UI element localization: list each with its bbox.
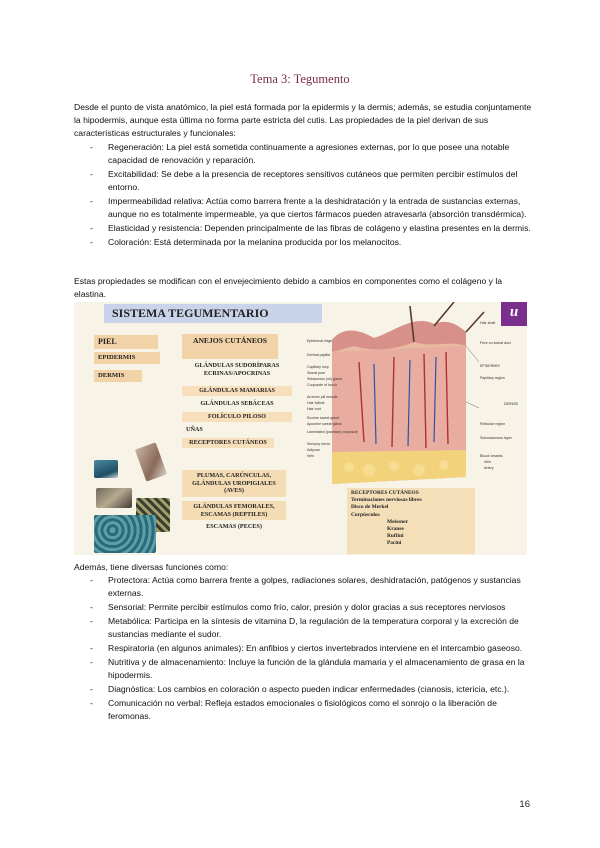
list-item: - Excitabilidad: Se debe a la presencia de receptores sensitivos cutáneos que permiten percibir estímulos del entorno. — [74, 168, 534, 194]
receptores-title: RECEPTORES CUTÁNEOS — [351, 490, 419, 496]
skin-label: Artery — [484, 466, 494, 470]
figure-title: SISTEMA TEGUMENTARIO — [104, 304, 322, 323]
skin-label: Vein — [307, 454, 314, 458]
functions-intro: Además, tiene diversas funciones como: — [74, 562, 229, 572]
anejos-header: ANEJOS CUTÁNEOS — [182, 334, 278, 359]
list-item: - Comunicación no verbal: Refleja estados emocionales o fisiológicos como el sonrojo o la liberación de feromonas. — [74, 697, 534, 723]
dermis-box: DERMIS — [94, 370, 142, 382]
anejo-item: GLÁNDULAS SUDORÍPARAS ECRINAS/APOCRINAS — [194, 362, 280, 377]
receptores-line: Terminaciones nerviosas libres — [351, 497, 422, 504]
list-item: - Impermeabilidad relativa: Actúa como barrera frente a la deshidratación y la entrada de sustancias externas, aunque no es totalmente impermeable, ya que ciertos fármacos pueden atravesarla (absorción transdérmica). — [74, 195, 534, 221]
skin-label: Dermal papilla — [307, 353, 330, 357]
anejo-item: GLÁNDULAS MAMARIAS — [182, 386, 292, 396]
list-item: - Respiratoria (en algunos animales): En anfibios y ciertos invertebrados interviene en el intercambio gaseoso. — [74, 642, 534, 655]
corpusculo-item: Ruffini — [387, 533, 404, 540]
animal-structure-peces: ESCAMAS (PECES) — [206, 523, 262, 530]
logo-icon: u — [501, 302, 527, 326]
skin-label: Hair follicle — [307, 401, 325, 405]
functions-list — [74, 574, 534, 724]
anejo-item: FOLÍCULO PILOSO — [182, 412, 292, 422]
skin-label: Sweat pore — [307, 371, 326, 375]
animal-structure-reptiles: GLÁNDULAS FEMORALES, ESCAMAS (REPTILES) — [182, 501, 286, 520]
skin-label: Eccrine sweat gland — [307, 416, 340, 420]
page-number: 16 — [519, 799, 530, 810]
receptores-line: Corpúsculos — [351, 511, 380, 518]
page-title: Tema 3: Tegumento — [250, 72, 350, 86]
intro-paragraph: Desde el punto de vista anatómico, la piel está formada por la epidermis y la dermis; además, se estudia conjuntamente la hipodermis, aunque esta última no forma parte estricta del cutis. Las propiedades de la piel derivan de sus características estructurales y funcionales: — [74, 102, 532, 138]
skin-label: Adipose — [307, 448, 320, 452]
list-item: - Protectora: Actúa como barrera frente a golpes, radiaciones solares, deshidratación, patógenos y sustancias externas. — [74, 574, 534, 600]
skin-label: Apocrine sweat gland — [307, 422, 342, 426]
list-item: - Elasticidad y resistencia: Dependen principalmente de las fibras de colágeno y elastina presentes en la dermis. — [74, 222, 534, 235]
corpusculo-item: Pacini — [387, 540, 402, 547]
epidermis-box: EPIDERMIS — [94, 352, 160, 364]
corpusculo-item: Meissner — [387, 518, 408, 525]
skin-label: Sebaceous (oil) gland — [307, 377, 342, 381]
skin-label: Pore on sweat duct — [480, 341, 511, 345]
skin-label: DERMIS — [504, 402, 518, 406]
list-item: - Coloración: Está determinada por la melanina producida por los melanocitos. — [74, 236, 534, 249]
skin-label: Lamellated (pacinian) corpuscle — [307, 430, 358, 434]
list-item: - Regeneración: La piel está sometida continuamente a agresiones externas, por lo que posee una notable capacidad de renovación y reparación. — [74, 141, 534, 167]
skin-label: Papillary region — [480, 376, 505, 380]
skin-label: Reticular region — [480, 422, 506, 426]
skin-label: Corpuscle of touch — [307, 383, 337, 387]
list-item: - Nutritiva y de almacenamiento: Incluye la función de la glándula mamaria y el almacenamiento de grasa en la hipodermis. — [74, 656, 534, 682]
skin-label: Vein — [484, 460, 491, 464]
receptores-line: Disco de Merkel — [351, 504, 389, 511]
anejo-item: GLÁNDULAS SEBÁCEAS — [200, 400, 274, 407]
anejo-item: UÑAS — [186, 426, 203, 433]
skin-label: Epidermal ridge — [307, 339, 333, 343]
list-item: - Sensorial: Permite percibir estímulos como frío, calor, presión y dolor gracias a sus receptores nerviosos — [74, 601, 534, 614]
after-properties-paragraph: Estas propiedades se modifican con el envejecimiento debido a cambios en componentes como el colágeno y la elastina. — [74, 276, 503, 299]
animal-structure-aves: PLUMAS, CARÚNCULAS, GLÁNDULAS UROPIGIALES (AVES) — [182, 470, 286, 497]
properties-list — [74, 141, 534, 250]
skin-label: Hair root — [307, 407, 321, 411]
anejo-item: RECEPTORES CUTÁNEOS — [182, 438, 274, 448]
skin-label: Sensory nerve — [307, 442, 331, 446]
corpusculo-item: Krause — [387, 526, 404, 533]
skin-label: Blood vessels: — [480, 454, 504, 458]
skin-label: Hair shaft — [480, 321, 496, 325]
piel-header: PIEL — [94, 335, 158, 349]
list-item: - Metabólica: Participa en la síntesis de vitamina D, la regulación de la temperatura corporal y la excreción de sustancias mediante el sudor. — [74, 615, 534, 641]
receptores-box — [347, 488, 475, 554]
skin-label: Subcutaneous layer — [480, 436, 512, 440]
skin-label: EPIDERMIS — [480, 364, 500, 368]
skin-label: Capillary loop — [307, 365, 329, 369]
tegumentary-system-figure — [74, 302, 527, 555]
list-item: - Diagnóstica: Los cambios en coloración o aspecto pueden indicar enfermedades (cianosis, ictericia, etc.). — [74, 683, 534, 696]
skin-label: Arrector pili muscle — [307, 395, 338, 399]
